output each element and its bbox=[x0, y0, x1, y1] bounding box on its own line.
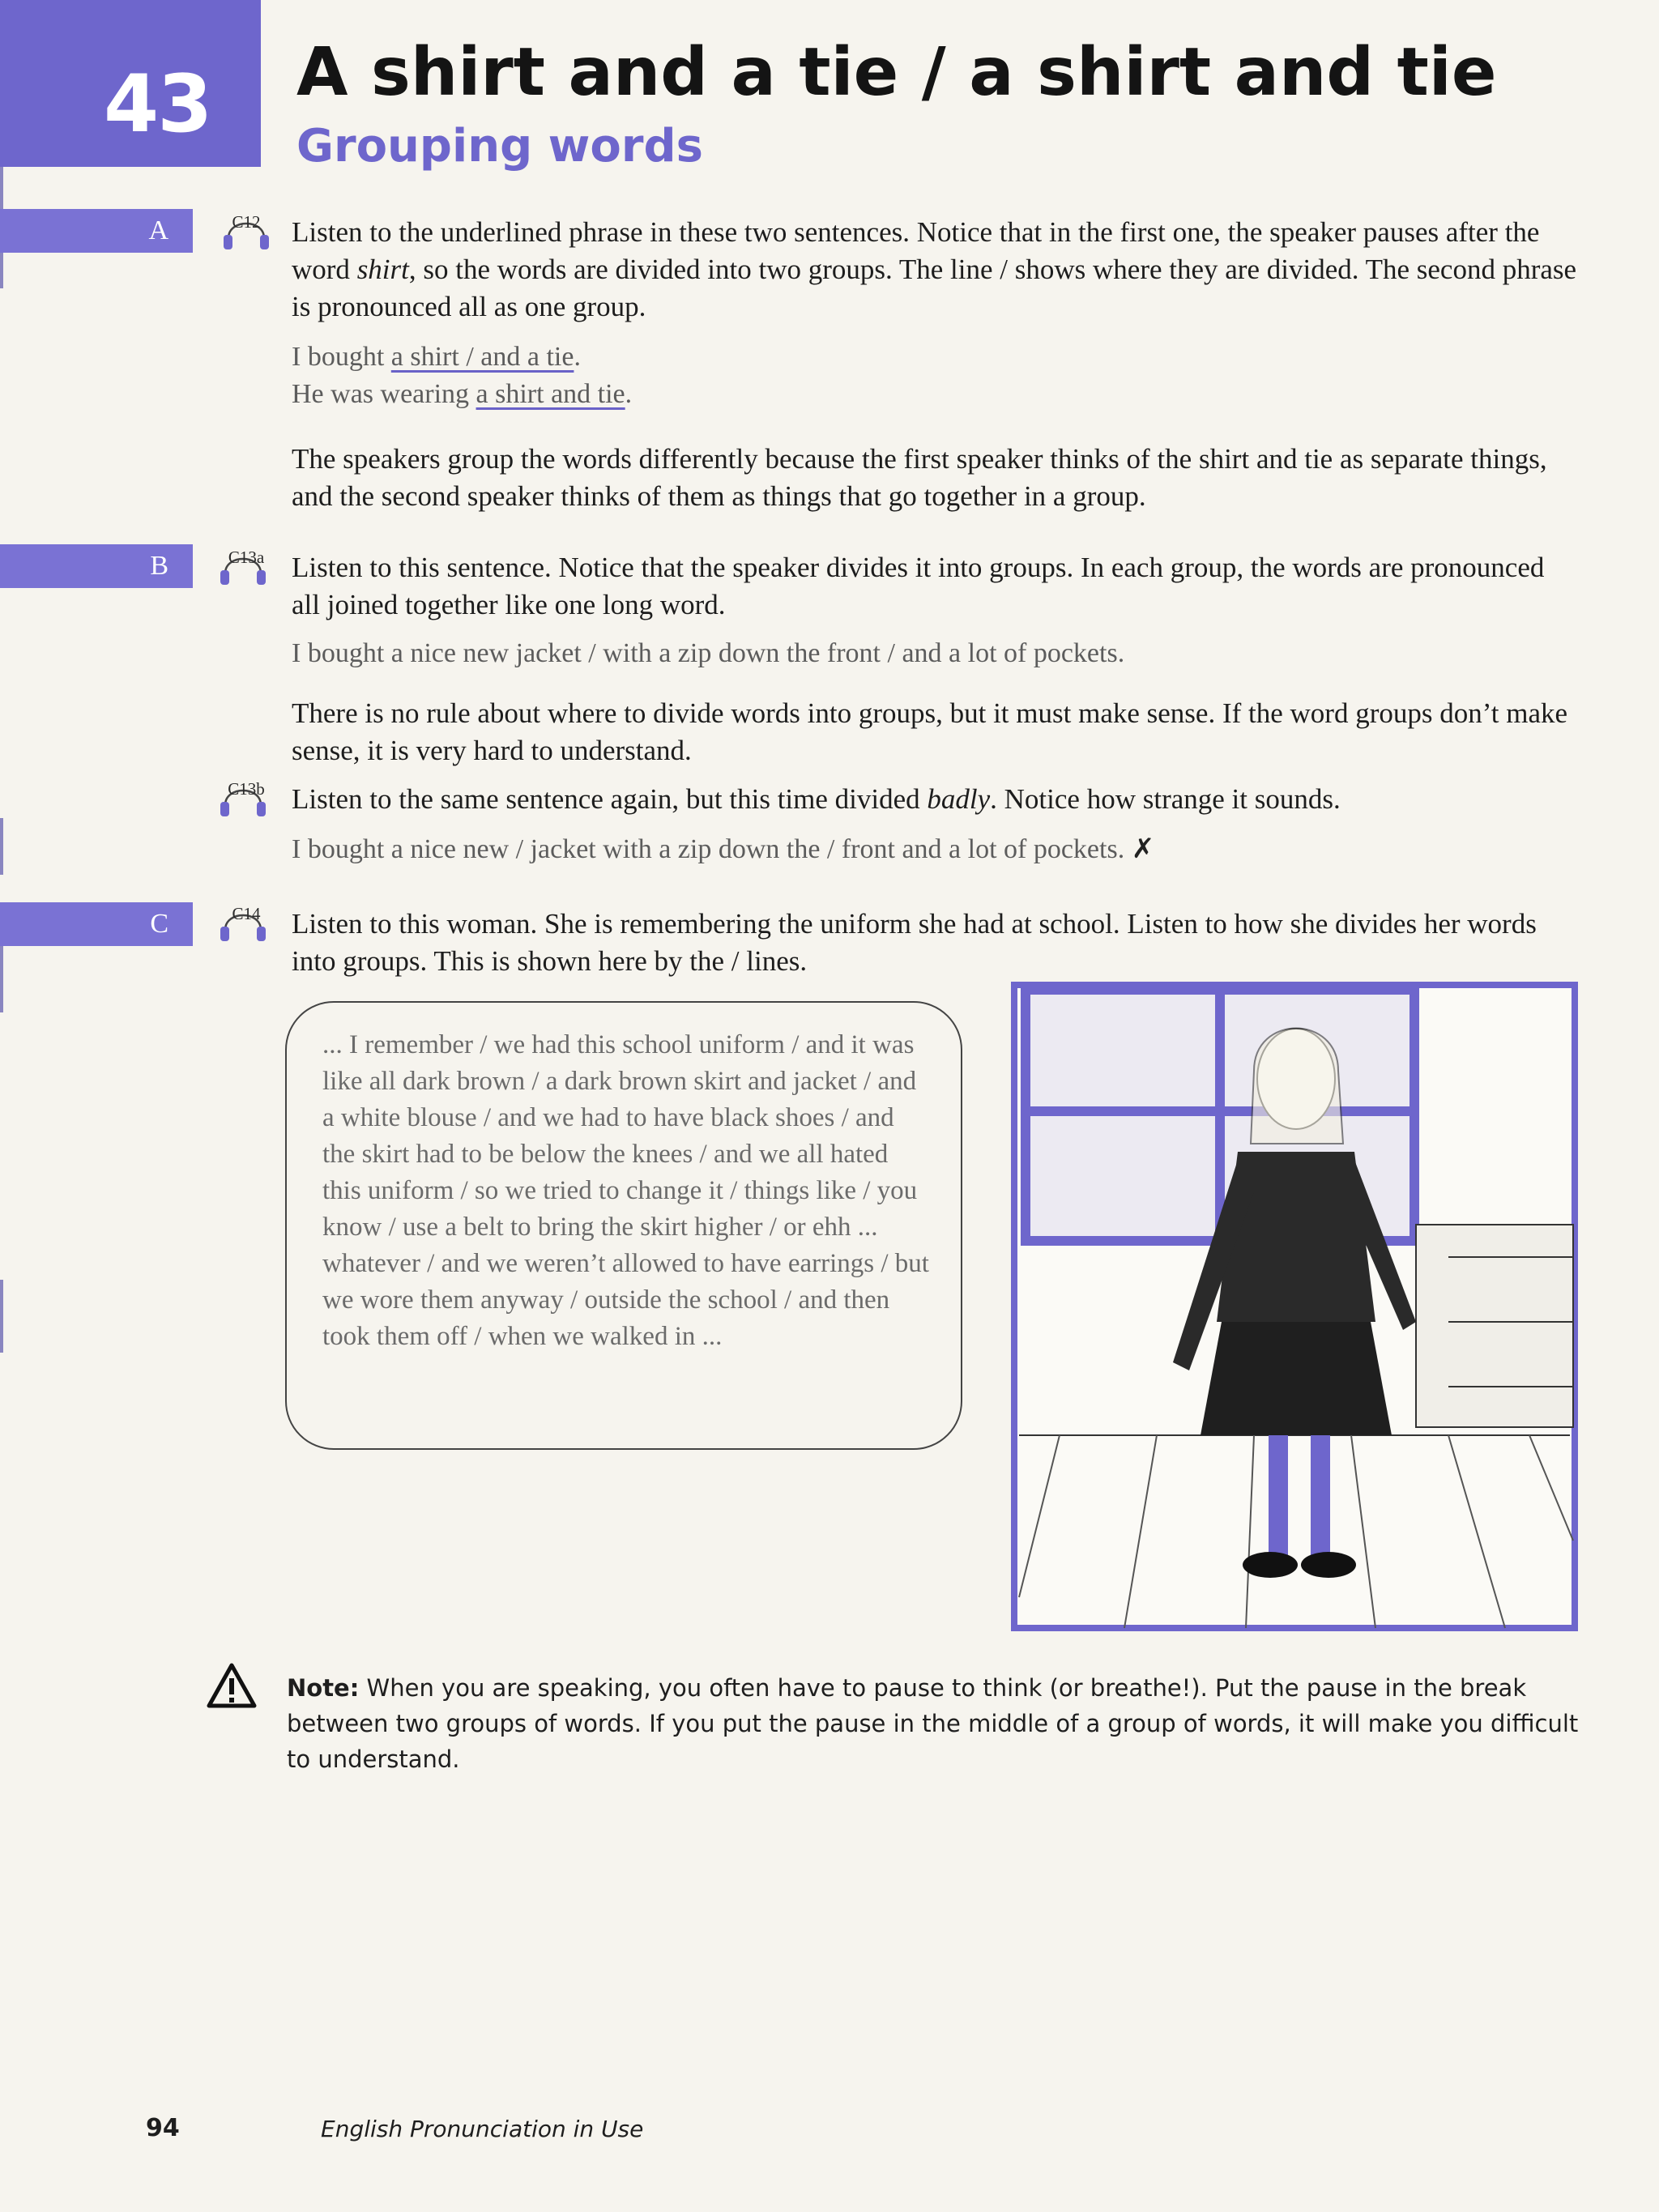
audio-track-c14[interactable] bbox=[217, 901, 275, 946]
margin-line bbox=[0, 940, 3, 1012]
text-run: , so the words are divided into two groups. The line / shows where they are divided. The second phrase is pronounced all as one group. bbox=[292, 254, 1577, 322]
book-title: English Pronunciation in Use bbox=[321, 2116, 644, 2142]
text-run: Listen to the underlined phrase in these two sentences. Notice that in the first one, the speaker pauses after the word bbox=[292, 216, 1540, 285]
bad-grouping-example bbox=[292, 831, 1154, 868]
underlined-phrase: a shirt and tie bbox=[476, 379, 625, 409]
note-label: Note: bbox=[287, 1674, 360, 1702]
section-tab-b: B bbox=[0, 544, 193, 588]
schoolgirl-uniform-illustration bbox=[1011, 982, 1578, 1631]
section-b-intro: Listen to this sentence. Notice that the speaker divides it into groups. In each group, the words are pronounced all joined together like one long word. bbox=[292, 552, 1545, 620]
audio-code: C12 bbox=[232, 212, 261, 232]
text-run: He was wearing bbox=[292, 379, 476, 409]
section-c-intro: Listen to this woman. She is remembering the uniform she had at school. Listen to how she divides her words into groups. This is shown here by the / lines. bbox=[292, 908, 1537, 977]
margin-line bbox=[0, 818, 3, 875]
audio-code: C14 bbox=[232, 904, 261, 923]
underlined-phrase: a shirt / and a tie bbox=[390, 342, 574, 372]
page-subtitle: Grouping words bbox=[296, 120, 703, 173]
section-a-intro bbox=[292, 214, 1580, 326]
audio-track-c13b[interactable] bbox=[217, 776, 275, 821]
text-run: I bought bbox=[292, 342, 391, 372]
emphasis-word: shirt bbox=[356, 254, 409, 285]
margin-line bbox=[0, 1280, 3, 1353]
section-b-bad-intro bbox=[292, 781, 1580, 818]
speech-bubble-text: ... I remember / we had this school uniform / and it was like all dark brown / a dark brown skirt and jacket / and a white blouse / and we had to have black shoes / and the skirt had to be below the knees / and we all hated this uniform / so we tried to change it / things like / you know / use a belt to bring the skirt higher / or ehh ... whatever / and we weren’t allowed to have earrings / but we wore them anyway / outside the school / and then took them off / when we walked in ... bbox=[322, 1030, 929, 1351]
audio-track-c12[interactable] bbox=[220, 209, 272, 254]
page-number: 94 bbox=[146, 2114, 180, 2142]
page-title: A shirt and a tie / a shirt and tie bbox=[296, 34, 1497, 111]
text-run: I bought a nice new / jacket with a zip down the / front and a lot of pockets. bbox=[292, 834, 1125, 864]
note-text: When you are speaking, you often have to pause to think (or breathe!). Put the pause in the break between two groups of words. If you put the pause in the middle of a group of words, it will make you difficult to understand. bbox=[287, 1674, 1579, 1773]
grouping-rule: There is no rule about where to divide words into groups, but it must make sense. If the word groups don’t make sense, it is very hard to understand. bbox=[292, 697, 1568, 766]
example-sentence-2 bbox=[292, 376, 632, 413]
text-run: Listen to the same sentence again, but this time divided bbox=[292, 783, 928, 815]
text-run: . bbox=[625, 379, 633, 409]
grouped-example: I bought a nice new jacket / with a zip down the front / and a lot of pockets. bbox=[292, 638, 1125, 668]
audio-code: C13b bbox=[228, 779, 265, 799]
warning-icon bbox=[206, 1662, 258, 1709]
section-a-explanation: The speakers group the words differently because the first speaker thinks of the shirt and tie as separate things, and the second speaker thinks of them as things that go together in a group. bbox=[292, 443, 1547, 512]
cross-icon: ✗ bbox=[1131, 834, 1155, 864]
example-sentence-1 bbox=[292, 339, 581, 376]
text-run: . Notice how strange it sounds. bbox=[990, 783, 1341, 815]
emphasis-word: badly bbox=[927, 783, 991, 815]
audio-track-c13a[interactable] bbox=[217, 544, 275, 590]
note-box bbox=[287, 1670, 1599, 1777]
audio-code: C13a bbox=[228, 548, 265, 567]
section-tab-a: A bbox=[0, 209, 193, 253]
section-tab-c: C bbox=[0, 902, 193, 946]
unit-number: 43 bbox=[104, 58, 211, 151]
text-run: . bbox=[574, 342, 581, 372]
